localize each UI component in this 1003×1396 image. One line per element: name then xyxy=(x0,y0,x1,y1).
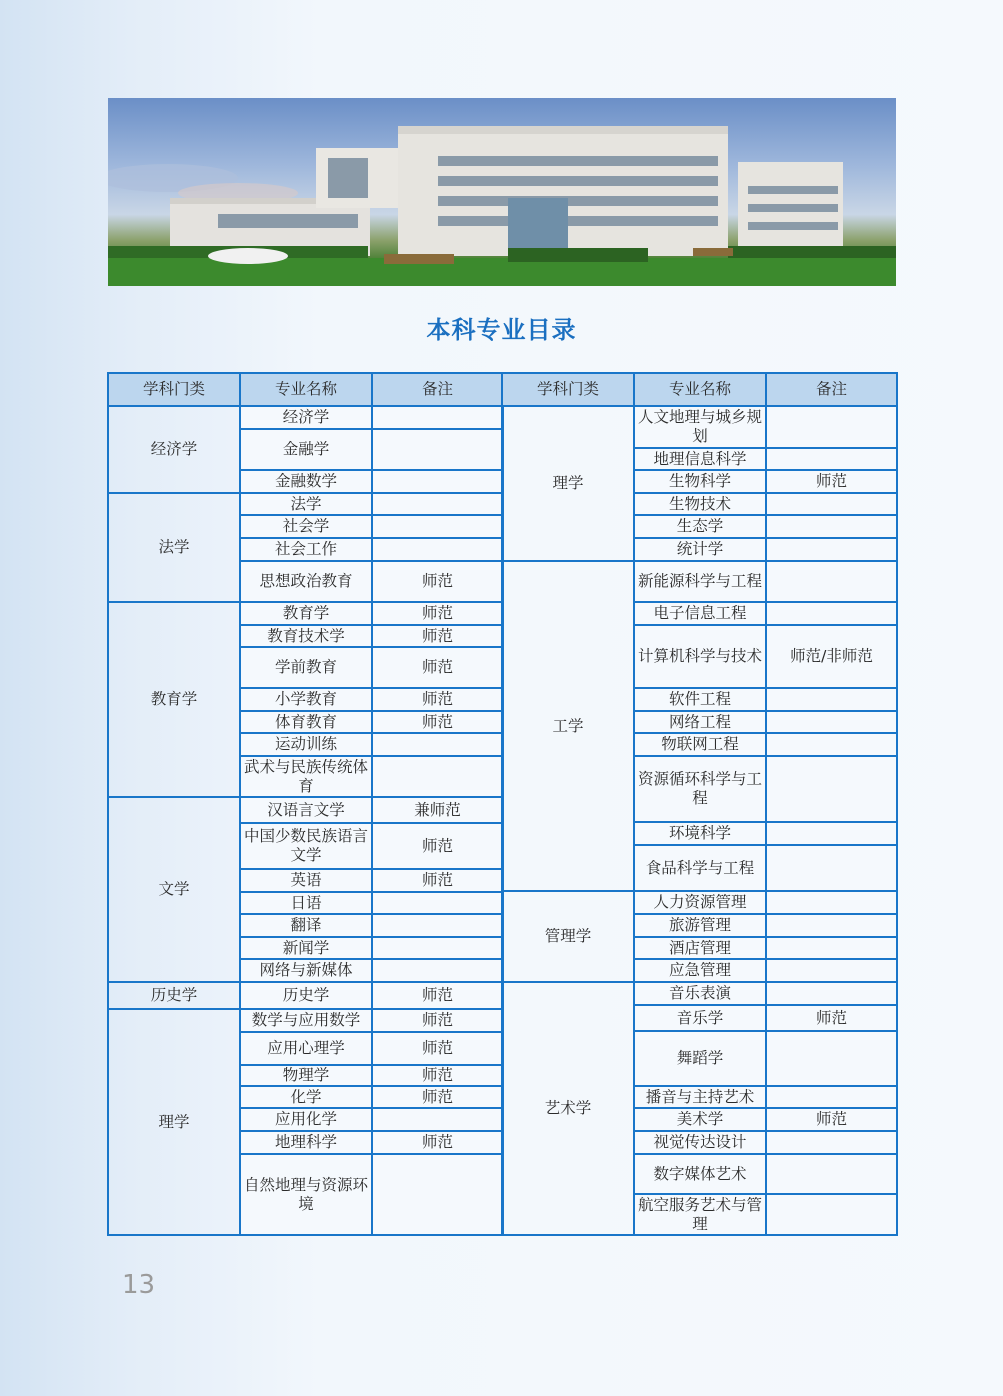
major-name-cell: 汉语言文学 xyxy=(240,797,372,823)
note-cell xyxy=(372,937,503,959)
table-row xyxy=(108,493,503,515)
major-name-cell: 金融学 xyxy=(240,429,372,470)
note-cell xyxy=(766,982,897,1005)
note-cell xyxy=(766,937,897,959)
major-name-cell: 学前教育 xyxy=(240,647,372,688)
note-cell: 师范/非师范 xyxy=(766,625,897,688)
header-major: 专业名称 xyxy=(634,373,766,406)
table-body-right xyxy=(502,406,897,1235)
major-name-cell: 网络工程 xyxy=(634,711,766,733)
note-cell: 兼师范 xyxy=(372,797,503,823)
page-title: 本科专业目录 xyxy=(426,316,577,344)
major-name-cell: 应用心理学 xyxy=(240,1032,372,1065)
note-cell xyxy=(766,1086,897,1108)
category-cell: 经济学 xyxy=(108,406,240,493)
table-row xyxy=(502,891,897,914)
note-cell xyxy=(372,756,503,797)
major-name-cell: 历史学 xyxy=(240,982,372,1009)
table-header-row xyxy=(108,373,503,406)
note-cell: 师范 xyxy=(372,711,503,733)
major-name-cell: 运动训练 xyxy=(240,733,372,756)
note-cell xyxy=(766,448,897,470)
note-cell: 师范 xyxy=(766,1108,897,1131)
major-name-cell: 应急管理 xyxy=(634,959,766,982)
major-name-cell: 环境科学 xyxy=(634,822,766,845)
note-cell xyxy=(766,711,897,733)
major-name-cell: 航空服务艺术与管理 xyxy=(634,1194,766,1235)
note-cell: 师范 xyxy=(372,1009,503,1032)
major-name-cell: 英语 xyxy=(240,869,372,892)
building-illustration-icon xyxy=(108,98,896,286)
table-row xyxy=(108,406,503,429)
major-name-cell: 数学与应用数学 xyxy=(240,1009,372,1032)
category-cell: 理学 xyxy=(502,406,634,561)
note-cell xyxy=(372,733,503,756)
note-cell: 师范 xyxy=(372,647,503,688)
category-cell: 工学 xyxy=(502,561,634,891)
note-cell: 师范 xyxy=(372,823,503,869)
note-cell xyxy=(372,1108,503,1131)
major-name-cell: 视觉传达设计 xyxy=(634,1131,766,1154)
note-cell xyxy=(372,515,503,538)
major-name-cell: 社会学 xyxy=(240,515,372,538)
header-major: 专业名称 xyxy=(240,373,372,406)
note-cell xyxy=(766,1154,897,1194)
major-name-cell: 翻译 xyxy=(240,914,372,937)
note-cell xyxy=(766,602,897,625)
note-cell xyxy=(766,845,897,891)
major-name-cell: 自然地理与资源环境 xyxy=(240,1154,372,1235)
note-cell xyxy=(766,733,897,756)
note-cell xyxy=(372,959,503,982)
major-name-cell: 新能源科学与工程 xyxy=(634,561,766,602)
note-cell xyxy=(766,538,897,561)
header-note: 备注 xyxy=(766,373,897,406)
note-cell: 师范 xyxy=(372,1032,503,1065)
majors-table-right xyxy=(501,372,898,1236)
major-name-cell: 音乐学 xyxy=(634,1005,766,1031)
note-cell xyxy=(372,892,503,914)
major-name-cell: 地理科学 xyxy=(240,1131,372,1154)
note-cell: 师范 xyxy=(766,470,897,493)
major-name-cell: 资源循环科学与工程 xyxy=(634,756,766,822)
major-name-cell: 物联网工程 xyxy=(634,733,766,756)
major-name-cell: 生态学 xyxy=(634,515,766,538)
note-cell xyxy=(372,429,503,470)
campus-building-photo xyxy=(108,98,896,286)
note-cell xyxy=(372,493,503,515)
category-cell: 文学 xyxy=(108,797,240,982)
note-cell xyxy=(766,914,897,937)
major-name-cell: 生物技术 xyxy=(634,493,766,515)
major-name-cell: 武术与民族传统体育 xyxy=(240,756,372,797)
note-cell: 师范 xyxy=(372,625,503,647)
category-cell: 历史学 xyxy=(108,982,240,1009)
note-cell: 师范 xyxy=(372,561,503,602)
major-name-cell: 酒店管理 xyxy=(634,937,766,959)
major-name-cell: 网络与新媒体 xyxy=(240,959,372,982)
note-cell: 师范 xyxy=(372,1065,503,1086)
table-row xyxy=(502,561,897,602)
major-name-cell: 小学教育 xyxy=(240,688,372,711)
note-cell: 师范 xyxy=(372,602,503,625)
note-cell xyxy=(766,493,897,515)
note-cell xyxy=(372,470,503,493)
majors-table-left xyxy=(107,372,504,1236)
major-name-cell: 物理学 xyxy=(240,1065,372,1086)
table-row xyxy=(502,982,897,1005)
note-cell: 师范 xyxy=(372,1086,503,1108)
major-name-cell: 人文地理与城乡规划 xyxy=(634,406,766,448)
table-row xyxy=(108,1009,503,1032)
note-cell: 师范 xyxy=(766,1005,897,1031)
major-name-cell: 日语 xyxy=(240,892,372,914)
major-name-cell: 电子信息工程 xyxy=(634,602,766,625)
major-name-cell: 旅游管理 xyxy=(634,914,766,937)
major-name-cell: 食品科学与工程 xyxy=(634,845,766,891)
note-cell: 师范 xyxy=(372,982,503,1009)
note-cell: 师范 xyxy=(372,688,503,711)
header-category: 学科门类 xyxy=(502,373,634,406)
table-row xyxy=(108,797,503,823)
major-name-cell: 化学 xyxy=(240,1086,372,1108)
major-name-cell: 思想政治教育 xyxy=(240,561,372,602)
note-cell xyxy=(766,1131,897,1154)
major-name-cell: 教育技术学 xyxy=(240,625,372,647)
category-cell: 管理学 xyxy=(502,891,634,982)
major-name-cell: 计算机科学与技术 xyxy=(634,625,766,688)
note-cell xyxy=(766,688,897,711)
major-name-cell: 体育教育 xyxy=(240,711,372,733)
major-name-cell: 社会工作 xyxy=(240,538,372,561)
category-cell: 艺术学 xyxy=(502,982,634,1235)
header-note: 备注 xyxy=(372,373,503,406)
note-cell xyxy=(766,1194,897,1235)
major-name-cell: 数字媒体艺术 xyxy=(634,1154,766,1194)
major-name-cell: 生物科学 xyxy=(634,470,766,493)
note-cell xyxy=(766,959,897,982)
category-cell: 教育学 xyxy=(108,602,240,797)
major-name-cell: 地理信息科学 xyxy=(634,448,766,470)
major-name-cell: 软件工程 xyxy=(634,688,766,711)
page-number: 13 xyxy=(122,1270,156,1300)
major-name-cell: 美术学 xyxy=(634,1108,766,1131)
note-cell: 师范 xyxy=(372,869,503,892)
major-name-cell: 播音与主持艺术 xyxy=(634,1086,766,1108)
note-cell: 师范 xyxy=(372,1131,503,1154)
table-row xyxy=(108,982,503,1009)
note-cell xyxy=(766,891,897,914)
major-name-cell: 经济学 xyxy=(240,406,372,429)
table-row xyxy=(502,406,897,448)
table-body-left xyxy=(108,406,503,1235)
note-cell xyxy=(766,756,897,822)
note-cell xyxy=(372,1154,503,1235)
major-name-cell: 金融数学 xyxy=(240,470,372,493)
major-name-cell: 舞蹈学 xyxy=(634,1031,766,1086)
note-cell xyxy=(372,406,503,429)
note-cell xyxy=(766,822,897,845)
major-name-cell: 统计学 xyxy=(634,538,766,561)
note-cell xyxy=(766,406,897,448)
category-cell: 理学 xyxy=(108,1009,240,1235)
category-cell: 法学 xyxy=(108,493,240,602)
table-row xyxy=(108,602,503,625)
note-cell xyxy=(766,1031,897,1086)
major-name-cell: 法学 xyxy=(240,493,372,515)
note-cell xyxy=(766,515,897,538)
major-name-cell: 中国少数民族语言文学 xyxy=(240,823,372,869)
note-cell xyxy=(372,914,503,937)
major-name-cell: 教育学 xyxy=(240,602,372,625)
major-name-cell: 音乐表演 xyxy=(634,982,766,1005)
major-name-cell: 应用化学 xyxy=(240,1108,372,1131)
table-header-row xyxy=(502,373,897,406)
note-cell xyxy=(372,538,503,561)
header-category: 学科门类 xyxy=(108,373,240,406)
note-cell xyxy=(766,561,897,602)
major-name-cell: 人力资源管理 xyxy=(634,891,766,914)
major-name-cell: 新闻学 xyxy=(240,937,372,959)
